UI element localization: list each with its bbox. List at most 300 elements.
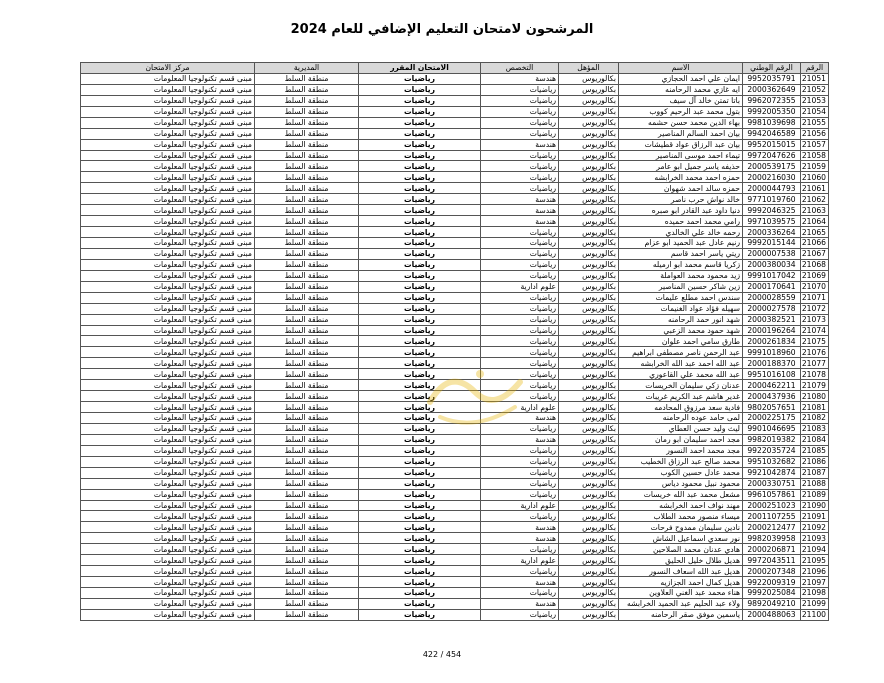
row-center: مبنى قسم تكنولوجيا المعلومات [81, 172, 255, 183]
row-num: 21063 [801, 205, 829, 216]
row-national-id: 9952035791 [743, 73, 801, 84]
row-specialization: رياضيات [481, 128, 559, 139]
row-directorate: منطقة السلط [255, 270, 359, 281]
table-row [81, 325, 829, 336]
table-row [81, 84, 829, 95]
row-qualification: بكالوريوس [559, 413, 619, 424]
row-name: زكريا قاسم محمد ابو ارميله [619, 259, 743, 270]
row-qualification: بكالوريوس [559, 270, 619, 281]
row-specialization: رياضيات [481, 609, 559, 620]
row-directorate: منطقة السلط [255, 358, 359, 369]
row-national-id: 2000225175 [743, 413, 801, 424]
row-qualification: بكالوريوس [559, 588, 619, 599]
row-name: ايمان علي احمد الحجازي [619, 73, 743, 84]
row-center: مبنى قسم تكنولوجيا المعلومات [81, 347, 255, 358]
row-exam: رياضيات [359, 544, 481, 555]
row-exam: رياضيات [359, 161, 481, 172]
row-name: ياسمين موفق صقر الرحامنه [619, 609, 743, 620]
row-specialization: رياضيات [481, 336, 559, 347]
row-directorate: منطقة السلط [255, 511, 359, 522]
row-num: 21073 [801, 314, 829, 325]
row-num: 21098 [801, 588, 829, 599]
row-center: مبنى قسم تكنولوجيا المعلومات [81, 183, 255, 194]
row-exam: رياضيات [359, 314, 481, 325]
row-directorate: منطقة السلط [255, 238, 359, 249]
row-name: زين شاكر حسين المناصير [619, 281, 743, 292]
header-name: الاسم [619, 63, 743, 74]
row-national-id: 9992015144 [743, 238, 801, 249]
row-directorate: منطقة السلط [255, 172, 359, 183]
row-national-id: 2000206871 [743, 544, 801, 555]
row-directorate: منطقة السلط [255, 544, 359, 555]
row-center: مبنى قسم تكنولوجيا المعلومات [81, 128, 255, 139]
row-national-id: 2000462211 [743, 380, 801, 391]
row-specialization: هندسة [481, 413, 559, 424]
row-directorate: منطقة السلط [255, 128, 359, 139]
row-exam: رياضيات [359, 248, 481, 259]
row-exam: رياضيات [359, 270, 481, 281]
row-num: 21079 [801, 380, 829, 391]
row-exam: رياضيات [359, 259, 481, 270]
row-exam: رياضيات [359, 84, 481, 95]
row-qualification: بكالوريوس [559, 128, 619, 139]
row-center: مبنى قسم تكنولوجيا المعلومات [81, 402, 255, 413]
row-qualification: بكالوريوس [559, 434, 619, 445]
table-row [81, 194, 829, 205]
row-specialization: رياضيات [481, 489, 559, 500]
row-specialization: رياضيات [481, 380, 559, 391]
table-row [81, 161, 829, 172]
row-num: 21094 [801, 544, 829, 555]
table-row [81, 609, 829, 620]
row-num: 21088 [801, 478, 829, 489]
row-qualification: بكالوريوس [559, 609, 619, 620]
row-national-id: 2000212477 [743, 522, 801, 533]
row-num: 21065 [801, 227, 829, 238]
table-row [81, 347, 829, 358]
row-specialization: رياضيات [481, 117, 559, 128]
row-qualification: بكالوريوس [559, 533, 619, 544]
row-center: مبنى قسم تكنولوجيا المعلومات [81, 358, 255, 369]
table-row [81, 270, 829, 281]
row-national-id: 9992005350 [743, 106, 801, 117]
row-num: 21060 [801, 172, 829, 183]
row-num: 21051 [801, 73, 829, 84]
table-row [81, 423, 829, 434]
row-national-id: 2000170641 [743, 281, 801, 292]
row-specialization: هندسة [481, 434, 559, 445]
row-directorate: منطقة السلط [255, 292, 359, 303]
row-name: عبد الرحمن ناصر مصطفى ابراهيم [619, 347, 743, 358]
table-row [81, 598, 829, 609]
row-name: شهد انور حمد الرحامنه [619, 314, 743, 325]
row-qualification: بكالوريوس [559, 467, 619, 478]
row-qualification: بكالوريوس [559, 238, 619, 249]
row-center: مبنى قسم تكنولوجيا المعلومات [81, 216, 255, 227]
row-national-id: 2000207348 [743, 566, 801, 577]
row-num: 21095 [801, 555, 829, 566]
row-exam: رياضيات [359, 303, 481, 314]
row-name: ليث وليد حسن العطاي [619, 423, 743, 434]
row-qualification: بكالوريوس [559, 194, 619, 205]
row-national-id: 9771019760 [743, 194, 801, 205]
row-national-id: 9961057861 [743, 489, 801, 500]
row-specialization: رياضيات [481, 248, 559, 259]
row-specialization: هندسة [481, 522, 559, 533]
row-name: محمد صالح عبد الرزاق الخطيب [619, 456, 743, 467]
row-name: رنيم عادل عبد الحميد ابو عزام [619, 238, 743, 249]
row-specialization: رياضيات [481, 150, 559, 161]
row-name: سندس احمد مطلع عليمات [619, 292, 743, 303]
row-name: سهيله فؤاد عواد الغنيمات [619, 303, 743, 314]
row-name: عبد الله احمد عبد الله الخرابشه [619, 358, 743, 369]
row-directorate: منطقة السلط [255, 434, 359, 445]
row-center: مبنى قسم تكنولوجيا المعلومات [81, 467, 255, 478]
row-specialization: رياضيات [481, 95, 559, 106]
row-national-id: 2000330751 [743, 478, 801, 489]
row-name: محمود نبيل محمود دياس [619, 478, 743, 489]
row-national-id: 9981039698 [743, 117, 801, 128]
row-directorate: منطقة السلط [255, 314, 359, 325]
row-specialization: هندسة [481, 216, 559, 227]
row-exam: رياضيات [359, 150, 481, 161]
row-qualification: بكالوريوس [559, 347, 619, 358]
table-row [81, 358, 829, 369]
row-num: 21099 [801, 598, 829, 609]
row-directorate: منطقة السلط [255, 467, 359, 478]
row-specialization: هندسة [481, 598, 559, 609]
row-name: هديل كمال احمد الجزازيه [619, 577, 743, 588]
row-name: ولاء عبد الحليم عبد الحميد الخرابشه [619, 598, 743, 609]
row-exam: رياضيات [359, 325, 481, 336]
page-number: 422 / 454 [422, 650, 462, 659]
row-name: مشعل محمد عبد الله خريسات [619, 489, 743, 500]
row-exam: رياضيات [359, 489, 481, 500]
row-num: 21066 [801, 238, 829, 249]
row-national-id: 2000028559 [743, 292, 801, 303]
row-national-id: 9992046325 [743, 205, 801, 216]
table-body [81, 73, 829, 620]
row-national-id: 2000261834 [743, 336, 801, 347]
row-national-id: 2000188370 [743, 358, 801, 369]
row-national-id: 9901046695 [743, 423, 801, 434]
row-exam: رياضيات [359, 609, 481, 620]
row-national-id: 2000539175 [743, 161, 801, 172]
row-directorate: منطقة السلط [255, 380, 359, 391]
row-num: 21092 [801, 522, 829, 533]
row-exam: رياضيات [359, 478, 481, 489]
row-directorate: منطقة السلط [255, 522, 359, 533]
row-name: خالد نواش حرب ناصر [619, 194, 743, 205]
row-exam: رياضيات [359, 194, 481, 205]
row-exam: رياضيات [359, 402, 481, 413]
row-exam: رياضيات [359, 95, 481, 106]
row-num: 21086 [801, 456, 829, 467]
row-directorate: منطقة السلط [255, 325, 359, 336]
row-specialization: هندسة [481, 194, 559, 205]
row-exam: رياضيات [359, 281, 481, 292]
row-specialization: هندسة [481, 73, 559, 84]
row-national-id: 2000382521 [743, 314, 801, 325]
row-national-id: 9951032682 [743, 456, 801, 467]
row-directorate: منطقة السلط [255, 150, 359, 161]
table-row [81, 281, 829, 292]
row-national-id: 9952015015 [743, 139, 801, 150]
row-specialization: رياضيات [481, 292, 559, 303]
table-row [81, 413, 829, 424]
row-national-id: 9922009319 [743, 577, 801, 588]
row-directorate: منطقة السلط [255, 598, 359, 609]
table-row [81, 588, 829, 599]
row-name: عبد الله محمد علي القاعوري [619, 369, 743, 380]
row-num: 21081 [801, 402, 829, 413]
row-center: مبنى قسم تكنولوجيا المعلومات [81, 369, 255, 380]
row-center: مبنى قسم تكنولوجيا المعلومات [81, 336, 255, 347]
row-name: حمزه احمد محمد الخرابشه [619, 172, 743, 183]
row-center: مبنى قسم تكنولوجيا المعلومات [81, 161, 255, 172]
row-qualification: بكالوريوس [559, 314, 619, 325]
row-name: تيماء احمد موسى المناصير [619, 150, 743, 161]
row-num: 21091 [801, 511, 829, 522]
row-center: مبنى قسم تكنولوجيا المعلومات [81, 73, 255, 84]
row-name: حمزه سالد احمد شهوان [619, 183, 743, 194]
row-exam: رياضيات [359, 216, 481, 227]
row-center: مبنى قسم تكنولوجيا المعلومات [81, 588, 255, 599]
row-qualification: بكالوريوس [559, 489, 619, 500]
row-exam: رياضيات [359, 555, 481, 566]
row-exam: رياضيات [359, 598, 481, 609]
row-num: 21059 [801, 161, 829, 172]
table-row [81, 292, 829, 303]
row-directorate: منطقة السلط [255, 369, 359, 380]
row-center: مبنى قسم تكنولوجيا المعلومات [81, 117, 255, 128]
row-exam: رياضيات [359, 588, 481, 599]
row-specialization: رياضيات [481, 227, 559, 238]
row-national-id: 9962072355 [743, 95, 801, 106]
row-num: 21072 [801, 303, 829, 314]
row-center: مبنى قسم تكنولوجيا المعلومات [81, 380, 255, 391]
row-qualification: بكالوريوس [559, 205, 619, 216]
table-row [81, 106, 829, 117]
row-exam: رياضيات [359, 106, 481, 117]
row-exam: رياضيات [359, 456, 481, 467]
row-center: مبنى قسم تكنولوجيا المعلومات [81, 150, 255, 161]
row-specialization: رياضيات [481, 423, 559, 434]
row-exam: رياضيات [359, 423, 481, 434]
row-exam: رياضيات [359, 205, 481, 216]
row-directorate: منطقة السلط [255, 566, 359, 577]
row-name: زيد محمود محمد العواملة [619, 270, 743, 281]
row-num: 21074 [801, 325, 829, 336]
row-directorate: منطقة السلط [255, 139, 359, 150]
row-num: 21070 [801, 281, 829, 292]
row-center: مبنى قسم تكنولوجيا المعلومات [81, 205, 255, 216]
row-num: 21056 [801, 128, 829, 139]
row-national-id: 9922035724 [743, 445, 801, 456]
table-row [81, 533, 829, 544]
row-national-id: 9982019382 [743, 434, 801, 445]
row-directorate: منطقة السلط [255, 588, 359, 599]
row-name: بيان احمد السالم المناصير [619, 128, 743, 139]
row-directorate: منطقة السلط [255, 336, 359, 347]
row-name: باتا تمتن خالد آل سيف [619, 95, 743, 106]
row-center: مبنى قسم تكنولوجيا المعلومات [81, 314, 255, 325]
row-national-id: 2000251023 [743, 500, 801, 511]
row-specialization: رياضيات [481, 238, 559, 249]
row-qualification: بكالوريوس [559, 73, 619, 84]
row-name: لمى حامد عوده الرحامنه [619, 413, 743, 424]
row-center: مبنى قسم تكنولوجيا المعلومات [81, 511, 255, 522]
row-center: مبنى قسم تكنولوجيا المعلومات [81, 194, 255, 205]
row-qualification: بكالوريوس [559, 555, 619, 566]
table-row [81, 139, 829, 150]
row-specialization: رياضيات [481, 84, 559, 95]
row-exam: رياضيات [359, 413, 481, 424]
row-specialization: هندسة [481, 577, 559, 588]
row-exam: رياضيات [359, 380, 481, 391]
table-row [81, 73, 829, 84]
header-national-id: الرقم الوطني [743, 63, 801, 74]
row-specialization: رياضيات [481, 456, 559, 467]
row-qualification: بكالوريوس [559, 292, 619, 303]
row-specialization: هندسة [481, 533, 559, 544]
row-national-id: 9991018960 [743, 347, 801, 358]
row-center: مبنى قسم تكنولوجيا المعلومات [81, 522, 255, 533]
row-center: مبنى قسم تكنولوجيا المعلومات [81, 325, 255, 336]
row-name: هديل طلال خليل الحليق [619, 555, 743, 566]
row-num: 21089 [801, 489, 829, 500]
row-specialization: رياضيات [481, 259, 559, 270]
table-row [81, 511, 829, 522]
row-qualification: بكالوريوس [559, 544, 619, 555]
row-specialization: رياضيات [481, 445, 559, 456]
row-qualification: بكالوريوس [559, 391, 619, 402]
row-center: مبنى قسم تكنولوجيا المعلومات [81, 139, 255, 150]
row-exam: رياضيات [359, 128, 481, 139]
row-specialization: رياضيات [481, 347, 559, 358]
row-specialization: علوم ادارية [481, 500, 559, 511]
row-directorate: منطقة السلط [255, 216, 359, 227]
row-num: 21054 [801, 106, 829, 117]
candidates-table [80, 62, 829, 621]
row-directorate: منطقة السلط [255, 500, 359, 511]
row-name: ميساء منصور محمد الطلاب [619, 511, 743, 522]
row-center: مبنى قسم تكنولوجيا المعلومات [81, 478, 255, 489]
row-center: مبنى قسم تكنولوجيا المعلومات [81, 533, 255, 544]
row-directorate: منطقة السلط [255, 95, 359, 106]
row-qualification: بكالوريوس [559, 84, 619, 95]
row-name: محمد عادل حسين الكوب [619, 467, 743, 478]
row-center: مبنى قسم تكنولوجيا المعلومات [81, 270, 255, 281]
row-num: 21078 [801, 369, 829, 380]
row-name: دنيا داود عبد القادر ابو صبره [619, 205, 743, 216]
row-center: مبنى قسم تكنولوجيا المعلومات [81, 303, 255, 314]
table-row [81, 489, 829, 500]
row-specialization: رياضيات [481, 303, 559, 314]
row-exam: رياضيات [359, 500, 481, 511]
row-specialization: رياضيات [481, 161, 559, 172]
row-name: طارق سامي احمد علوان [619, 336, 743, 347]
row-directorate: منطقة السلط [255, 303, 359, 314]
row-qualification: بكالوريوس [559, 183, 619, 194]
row-name: غدير هاشم عبد الكريم غريبات [619, 391, 743, 402]
row-qualification: بكالوريوس [559, 172, 619, 183]
row-exam: رياضيات [359, 292, 481, 303]
row-name: ايه غازي محمد الرحامنه [619, 84, 743, 95]
row-exam: رياضيات [359, 577, 481, 588]
row-exam: رياضيات [359, 566, 481, 577]
row-num: 21064 [801, 216, 829, 227]
row-specialization: رياضيات [481, 369, 559, 380]
row-specialization: رياضيات [481, 358, 559, 369]
row-national-id: 9971039575 [743, 216, 801, 227]
row-qualification: بكالوريوس [559, 281, 619, 292]
row-qualification: بكالوريوس [559, 216, 619, 227]
row-num: 21084 [801, 434, 829, 445]
row-center: مبنى قسم تكنولوجيا المعلومات [81, 95, 255, 106]
row-specialization: رياضيات [481, 314, 559, 325]
row-exam: رياضيات [359, 511, 481, 522]
row-exam: رياضيات [359, 347, 481, 358]
page-title: المرشحون لامتحان التعليم الإضافي للعام 2024 [290, 22, 594, 37]
row-qualification: بكالوريوس [559, 577, 619, 588]
row-specialization: رياضيات [481, 106, 559, 117]
table-row [81, 248, 829, 259]
row-num: 21087 [801, 467, 829, 478]
row-national-id: 2000362649 [743, 84, 801, 95]
table-row [81, 456, 829, 467]
row-specialization: هندسة [481, 139, 559, 150]
header-directorate: المديرية [255, 63, 359, 74]
table-row [81, 238, 829, 249]
row-num: 21058 [801, 150, 829, 161]
row-num: 21083 [801, 423, 829, 434]
row-qualification: بكالوريوس [559, 598, 619, 609]
row-specialization: رياضيات [481, 172, 559, 183]
row-national-id: 9942046589 [743, 128, 801, 139]
row-num: 21097 [801, 577, 829, 588]
row-num: 21082 [801, 413, 829, 424]
table-header-row [81, 63, 829, 74]
row-directorate: منطقة السلط [255, 533, 359, 544]
row-specialization: رياضيات [481, 391, 559, 402]
row-qualification: بكالوريوس [559, 325, 619, 336]
row-qualification: بكالوريوس [559, 106, 619, 117]
row-num: 21061 [801, 183, 829, 194]
row-specialization: علوم ادارية [481, 555, 559, 566]
row-qualification: بكالوريوس [559, 139, 619, 150]
row-exam: رياضيات [359, 227, 481, 238]
header-specialization: التخصص [481, 63, 559, 74]
row-national-id: 2000336264 [743, 227, 801, 238]
row-exam: رياضيات [359, 183, 481, 194]
row-directorate: منطقة السلط [255, 194, 359, 205]
row-national-id: 9951016108 [743, 369, 801, 380]
row-qualification: بكالوريوس [559, 150, 619, 161]
row-name: حذيفه ياسر جميل ابو عامر [619, 161, 743, 172]
row-num: 21057 [801, 139, 829, 150]
row-qualification: بكالوريوس [559, 456, 619, 467]
row-num: 21068 [801, 259, 829, 270]
row-center: مبنى قسم تكنولوجيا المعلومات [81, 456, 255, 467]
row-center: مبنى قسم تكنولوجيا المعلومات [81, 500, 255, 511]
table-row [81, 117, 829, 128]
row-national-id: 2000488063 [743, 609, 801, 620]
row-qualification: بكالوريوس [559, 522, 619, 533]
row-center: مبنى قسم تكنولوجيا المعلومات [81, 248, 255, 259]
row-directorate: منطقة السلط [255, 73, 359, 84]
row-specialization: رياضيات [481, 511, 559, 522]
